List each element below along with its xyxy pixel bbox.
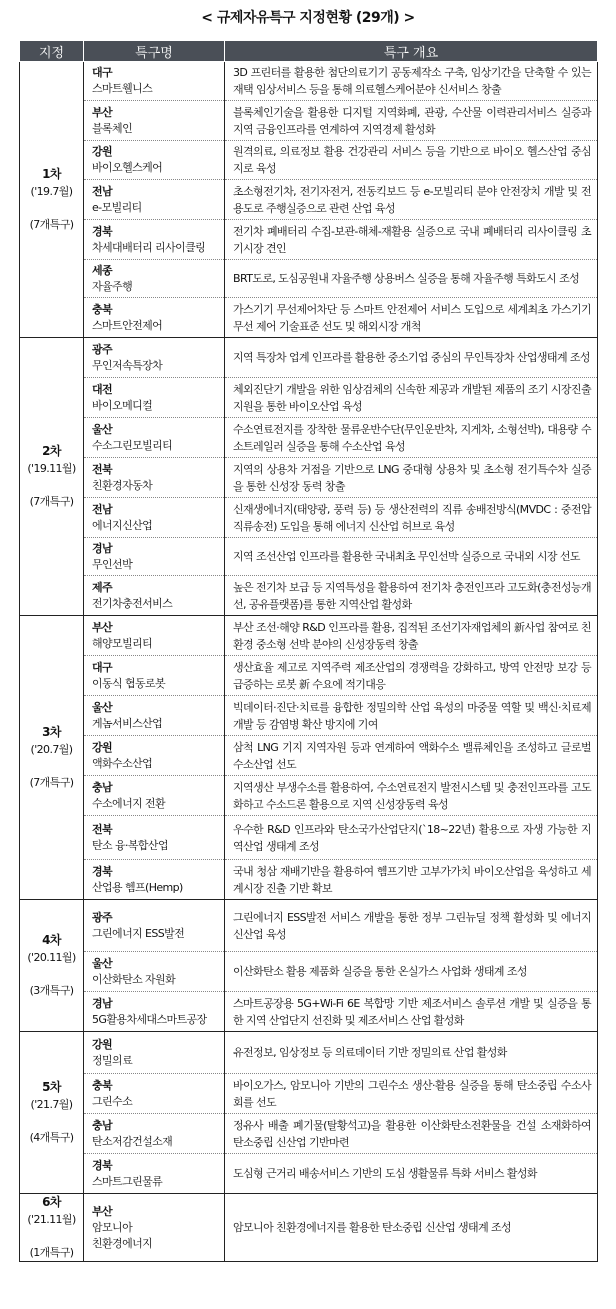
zone-cell (84, 220, 225, 260)
zone-summary: 부산 조선·해양 R&D 인프라를 활용, 집적된 조선기자재업체의 新사업 참여로 친환경 중소형 선박 분야의 신성장동력 창출 (225, 616, 598, 656)
zone-summary: 전기차 폐배터리 수집-보관-해체-재활용 실증으로 국내 폐배터리 리사이클링 초기시장 견인 (225, 220, 598, 260)
phase-date: ('21.11월) (27, 1213, 76, 1226)
zone-summary: 생산효율 제고로 지역주력 제조산업의 경쟁력을 강화하고, 방역 안전망 보강 등 급증하는 로봇 新 수요에 적기대응 (225, 656, 598, 696)
table-body (20, 62, 598, 1262)
zone-summary: 3D 프린터를 활용한 첨단의료기기 공동제작소 구축, 임상기간을 단축할 수 있는 재택 임상서비스 등을 통해 의료헬스케어분야 신서비스 창출 (225, 62, 598, 101)
table-row (20, 1114, 598, 1154)
zone-region: 경북 (92, 224, 113, 238)
page-title: < 규제자유특구 지정현황 (29개) > (201, 10, 415, 26)
phase-cell (20, 1194, 84, 1262)
zone-cell (84, 1032, 225, 1074)
table-row (20, 498, 598, 538)
zone-cell (84, 101, 225, 141)
zone-summary: 지역 특장차 업계 인프라를 활용한 중소기업 중심의 무인특장차 산업생태계 조성 (225, 338, 598, 378)
phase-label: 1차 (42, 167, 61, 181)
zone-region: 광주 (92, 910, 113, 924)
phase-label: 6차 (42, 1195, 61, 1209)
table-row (20, 220, 598, 260)
zone-name: 에너지신산업 (92, 518, 153, 532)
zone-summary: 우수한 R&D 인프라와 탄소국가산업단지(`18~22년) 활용으로 자생 가능한 지역산업 생태계 조성 (225, 816, 598, 860)
zone-name: 무인선박 (92, 557, 133, 571)
zone-cell (84, 656, 225, 696)
zone-summary: 지역 조선산업 인프라를 활용한 국내최초 무인선박 실증으로 국내외 시장 선도 (225, 538, 598, 576)
zone-name: 그린수소 (92, 1094, 133, 1108)
zone-region: 울산 (92, 422, 113, 436)
table-row (20, 101, 598, 141)
zone-region: 경북 (92, 1158, 113, 1172)
phase-cell (20, 900, 84, 1032)
zone-name: 이동식 협동로봇 (92, 676, 166, 690)
zone-region: 충북 (92, 1078, 113, 1092)
zone-summary: 암모니아 친환경에너지를 활용한 탄소중립 신산업 생태계 조성 (225, 1194, 598, 1262)
table-row (20, 1074, 598, 1114)
zone-name: 산업용 헴프(Hemp) (92, 880, 183, 894)
zone-name: 5G활용차세대스마트공장 (92, 1012, 207, 1026)
table-row (20, 458, 598, 498)
zone-name: 자율주행 (92, 279, 133, 293)
zone-region: 울산 (92, 700, 113, 714)
zone-region: 전북 (92, 822, 113, 836)
phase-date: ('20.7월) (30, 743, 73, 756)
zone-summary: 체외진단기 개발을 위한 임상검체의 신속한 제공과 개발된 제품의 조기 시장진출 지원을 통한 바이오산업 육성 (225, 378, 598, 418)
zone-cell (84, 860, 225, 900)
zone-cell (84, 776, 225, 816)
zone-name: 탄소 융·복합산업 (92, 838, 168, 852)
table-row (20, 860, 598, 900)
zone-name: 바이오헬스케어 (92, 161, 163, 174)
zone-cell (84, 1074, 225, 1114)
zone-cell (84, 696, 225, 736)
zone-name: e-모빌리티 (92, 200, 142, 214)
zone-cell (84, 1114, 225, 1154)
header-phase: 지정 (20, 41, 84, 62)
zone-name: 전기차충전서비스 (92, 596, 173, 610)
zone-cell (84, 736, 225, 776)
zone-region: 부산 (92, 620, 113, 634)
zone-name: 수소그린모빌리티 (92, 438, 173, 452)
table-row (20, 378, 598, 418)
zone-name: 정밀의료 (92, 1053, 133, 1067)
zone-region: 부산 (92, 105, 113, 119)
zone-region: 부산 (92, 1204, 113, 1218)
zone-cell (84, 1194, 225, 1262)
zone-region: 대구 (92, 66, 113, 79)
zone-region: 전북 (92, 462, 113, 476)
zone-summary: 그린에너지 ESS발전 서비스 개발을 통한 정부 그린뉴딜 정책 활성화 및 에너지신산업 육성 (225, 900, 598, 952)
zone-cell (84, 952, 225, 992)
zone-name: 탄소저감건설소재 (92, 1134, 173, 1148)
zone-region: 울산 (92, 956, 113, 970)
phase-label: 2차 (42, 444, 61, 458)
header-summary: 특구 개요 (225, 41, 598, 62)
zone-name: 스마트그린물류 (92, 1174, 163, 1188)
zone-summary: BRT도로, 도심공원내 자율주행 상용버스 실증을 통해 자율주행 특화도시 조성 (225, 260, 598, 298)
zone-name-line2: 친환경에너지 (92, 1236, 153, 1250)
zone-summary: 지역의 상용차 거점을 기반으로 LNG 중대형 상용차 및 초소형 전기특수차 실증을 통한 신성장 동력 창출 (225, 458, 598, 498)
zone-region: 광주 (92, 342, 113, 356)
header-zone: 특구명 (84, 41, 225, 62)
phase-count: (4개특구) (29, 1131, 74, 1144)
table-row (20, 1032, 598, 1074)
zone-cell (84, 180, 225, 220)
zone-name: 스마트안전제어 (92, 318, 163, 332)
table-row (20, 992, 598, 1032)
zone-cell (84, 418, 225, 458)
zone-summary: 국내 청삼 재배기반을 활용하여 헴프기반 고부가가치 바이오산업을 육성하고 세계시장 진출 기반 확보 (225, 860, 598, 900)
zone-region: 강원 (92, 1037, 113, 1051)
zone-region: 전남 (92, 184, 113, 198)
zone-region: 충남 (92, 780, 113, 794)
table-row (20, 816, 598, 860)
table-row (20, 260, 598, 298)
zone-name: 스마트웰니스 (92, 82, 153, 95)
zone-summary: 빅데이터·진단·치료를 융합한 정밀의학 산업 육성의 마중물 역할 및 백신·치료제 개발 등 감염병 확산 방지에 기여 (225, 696, 598, 736)
phase-cell (20, 338, 84, 616)
zone-cell (84, 992, 225, 1032)
zone-summary: 이산화탄소 활용 제품화 실증을 통한 온실가스 사업화 생태계 조성 (225, 952, 598, 992)
table-row (20, 298, 598, 338)
zone-cell (84, 816, 225, 860)
table-row (20, 418, 598, 458)
zone-summary: 지역생산 부생수소를 활용하여, 수소연료전지 발전시스템 및 충전인프라를 고도화하고 수소드론 활용으로 지역 신성장동력 육성 (225, 776, 598, 816)
zone-name: 무인저속특장차 (92, 358, 163, 372)
phase-date: ('21.7월) (30, 1098, 73, 1111)
zone-cell (84, 260, 225, 298)
zone-name: 암모니아 (92, 1220, 133, 1234)
table-row (20, 62, 598, 101)
phase-count: (1개특구) (29, 1246, 74, 1259)
zone-cell (84, 458, 225, 498)
zone-region: 세종 (92, 263, 113, 277)
zone-region: 전남 (92, 502, 113, 516)
table-row (20, 576, 598, 616)
phase-date: ('19.7월) (30, 185, 73, 198)
zone-summary: 블록체인기술을 활용한 디지털 지역화폐, 관광, 수산물 이력관리서비스 실증과 지역 금융인프라를 연계하여 지역경제 활성화 (225, 101, 598, 141)
zone-region: 대구 (92, 660, 113, 674)
phase-date: ('20.11월) (27, 951, 76, 964)
table-row (20, 616, 598, 656)
zone-name: 블록체인 (92, 121, 133, 135)
phase-count: (3개특구) (29, 984, 74, 997)
zone-cell (84, 576, 225, 616)
zone-cell (84, 1154, 225, 1194)
table-row (20, 1194, 598, 1262)
zone-region: 충북 (92, 302, 113, 316)
phase-date: ('19.11월) (27, 462, 76, 475)
table-row (20, 656, 598, 696)
table-row (20, 538, 598, 576)
zone-cell (84, 62, 225, 101)
zone-region: 강원 (92, 740, 113, 754)
zone-region: 경남 (92, 541, 113, 555)
table-row (20, 141, 598, 180)
zone-name: 액화수소산업 (92, 756, 153, 770)
zone-name: 수소에너지 전환 (92, 796, 166, 810)
table-row (20, 696, 598, 736)
zone-summary: 수소연료전지를 장착한 물류운반수단(무인운반차, 지게차, 소형선박), 대용량 수소트레일러 실증을 통해 수소산업 육성 (225, 418, 598, 458)
zone-region: 강원 (92, 145, 113, 158)
zone-name: 그린에너지 ESS발전 (92, 926, 185, 940)
table-row (20, 1154, 598, 1194)
zone-cell (84, 900, 225, 952)
phase-label: 4차 (42, 933, 61, 947)
zone-name: 차세대배터리 리사이클링 (92, 240, 206, 254)
zone-name: 바이오메디컬 (92, 398, 153, 412)
zone-summary: 높은 전기차 보급 등 지역특성을 활용하여 전기차 충전인프라 고도화(충전성능개선, 공유플랫폼)를 통한 지역산업 활성화 (225, 576, 598, 616)
zone-summary: 도심형 근거리 배송서비스 기반의 도심 생활물류 특화 서비스 활성화 (225, 1154, 598, 1194)
zone-name: 이산화탄소 자원화 (92, 972, 176, 986)
table-row (20, 900, 598, 952)
zone-region: 경북 (92, 864, 113, 878)
phase-label: 3차 (42, 725, 61, 739)
zone-cell (84, 616, 225, 656)
zone-summary: 스마트공장용 5G+Wi-Fi 6E 복합망 기반 제조서비스 솔루션 개발 및 실증을 통한 지역 산업단지 선진화 및 제조서비스 산업 활성화 (225, 992, 598, 1032)
zone-summary: 가스기기 무선제어차단 등 스마트 안전제어 서비스 도입으로 세계최초 가스기기 무선 제어 기술표준 선도 및 해외시장 개척 (225, 298, 598, 338)
zone-summary: 초소형전기차, 전기자전거, 전동킥보드 등 e-모빌리티 분야 안전장치 개발 및 전용도로 주행실증으로 관련 산업 육성 (225, 180, 598, 220)
phase-cell (20, 616, 84, 900)
zone-cell (84, 498, 225, 538)
zone-table (19, 40, 598, 1262)
table-row (20, 952, 598, 992)
zone-cell (84, 338, 225, 378)
zone-name: 친환경자동차 (92, 478, 153, 492)
zone-cell (84, 378, 225, 418)
phase-count: (7개특구) (29, 776, 74, 789)
zone-region: 대전 (92, 382, 113, 396)
zone-name: 게놈서비스산업 (92, 716, 163, 730)
zone-summary: 신재생에너지(태양광, 풍력 등) 등 생산전력의 직류 송배전방식(MVDC : 중전압 직류송전) 도입을 통해 에너지 신산업 허브로 육성 (225, 498, 598, 538)
zone-summary: 바이오가스, 암모니아 기반의 그린수소 생산·활용 실증을 통해 탄소중립 수소사회를 선도 (225, 1074, 598, 1114)
phase-cell (20, 62, 84, 338)
phase-count: (7개특구) (29, 218, 74, 231)
zone-summary: 삼척 LNG 기지 지역자원 등과 연계하여 액화수소 밸류체인을 조성하고 글로벌 수소산업 선도 (225, 736, 598, 776)
zone-cell (84, 538, 225, 576)
table-row (20, 776, 598, 816)
zone-region: 경남 (92, 996, 113, 1010)
zone-cell (84, 298, 225, 338)
zone-region: 충남 (92, 1118, 113, 1132)
zone-summary: 정유사 배출 폐기물(탈황석고)을 활용한 이산화탄소전환물을 건설 소재화하여 탄소중립 신산업 기반마련 (225, 1114, 598, 1154)
zone-summary: 원격의료, 의료정보 활용 건강관리 서비스 등을 기반으로 바이오 헬스산업 중심지로 육성 (225, 141, 598, 180)
table-row (20, 180, 598, 220)
zone-summary: 유전정보, 임상정보 등 의료데이터 기반 정밀의료 산업 활성화 (225, 1032, 598, 1074)
table-row (20, 736, 598, 776)
zone-region: 제주 (92, 580, 113, 594)
table-row (20, 338, 598, 378)
phase-count: (7개특구) (29, 495, 74, 508)
phase-cell (20, 1032, 84, 1194)
zone-cell (84, 141, 225, 180)
zone-name: 해양모빌리티 (92, 636, 153, 650)
phase-label: 5차 (42, 1080, 61, 1094)
